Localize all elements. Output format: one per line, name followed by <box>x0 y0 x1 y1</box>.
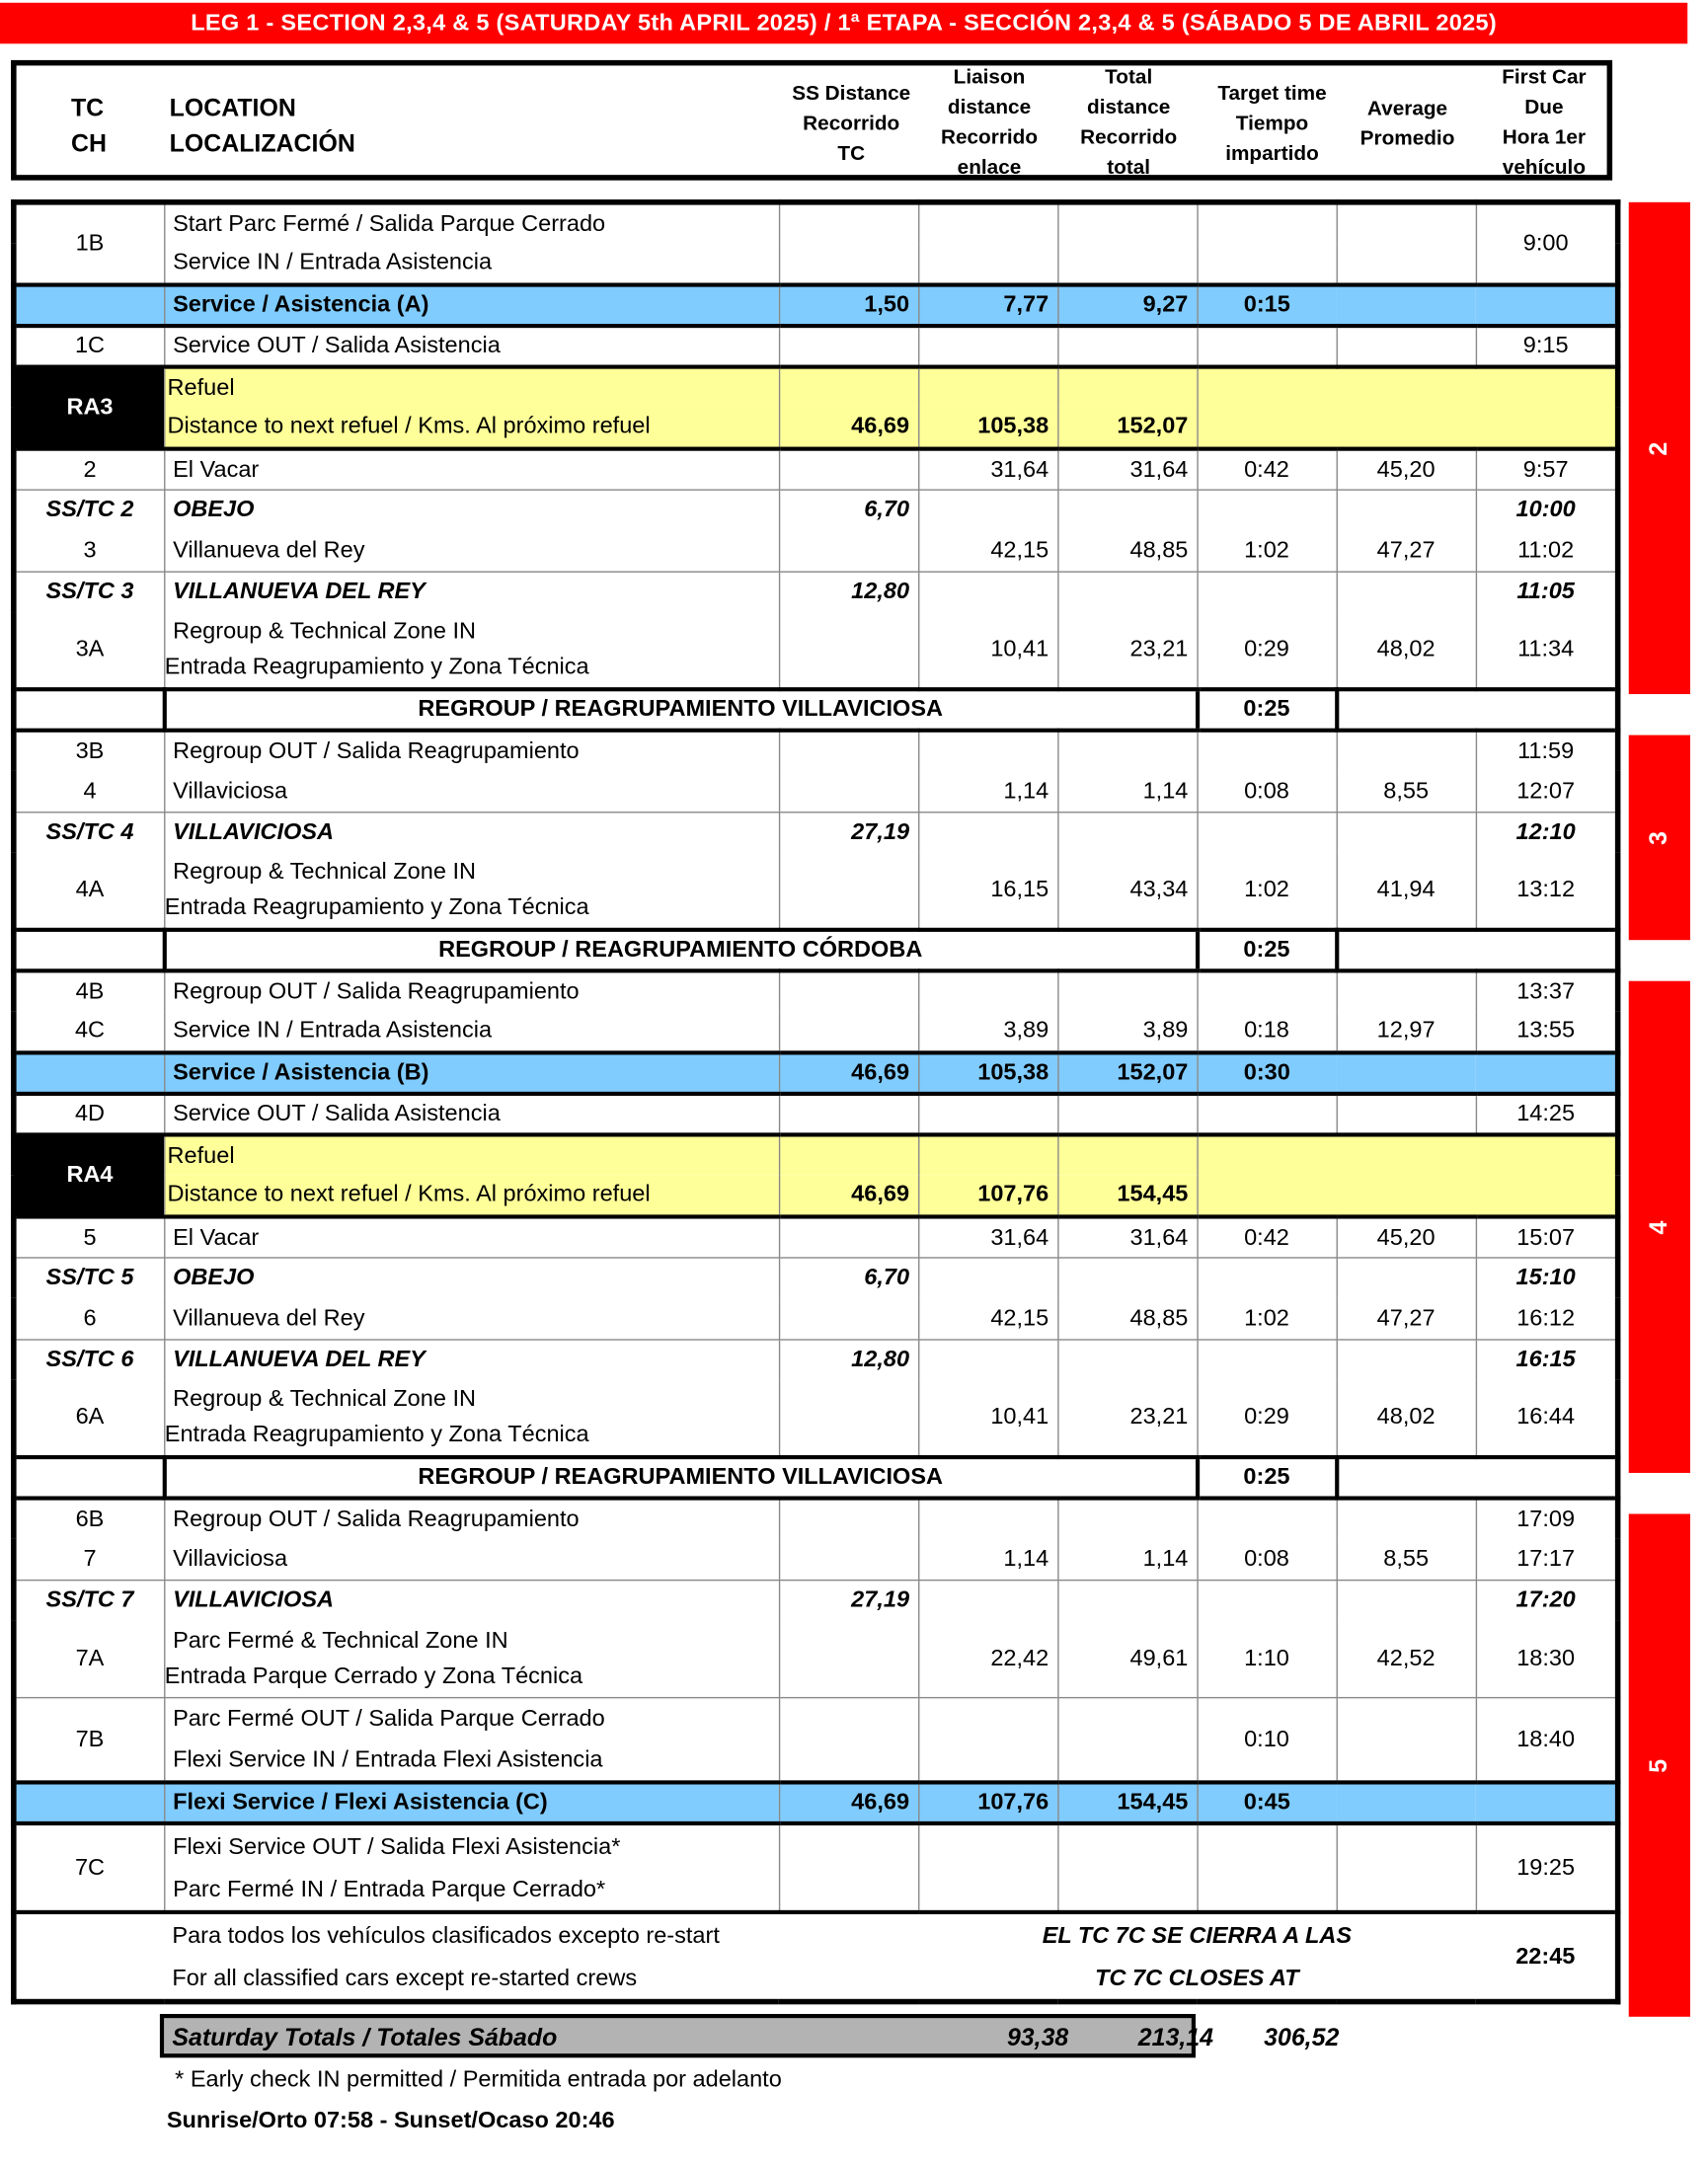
liaison-cell: 105,38 <box>918 1052 1057 1094</box>
tc-cell: 4D <box>14 1093 164 1134</box>
ss-cell: 6,70 <box>779 1257 918 1298</box>
header-total: Total distance Recorrido total <box>1080 65 1178 180</box>
first-car-cell: 11:34 <box>1476 612 1618 689</box>
table-row <box>14 530 1618 572</box>
liaison-cell: 16,15 <box>918 853 1057 930</box>
tc-cell: 5 <box>14 1216 164 1258</box>
tc-cell: 1C <box>14 325 164 366</box>
location-cell: Service IN / Entrada Asistencia <box>164 243 779 284</box>
first-car-cell: 9:15 <box>1476 325 1618 366</box>
refuel-tc-cell: RA4 <box>14 1134 164 1216</box>
average-cell: 42,52 <box>1337 1620 1476 1697</box>
closing-location: Para todos los vehículos clasificados excepto re-start For all classified cars except re-started crews <box>164 1911 918 2001</box>
stage-row <box>14 572 1618 613</box>
table-row <box>14 1298 1618 1340</box>
average-cell: 8,55 <box>1337 771 1476 812</box>
service-row <box>14 1782 1618 1823</box>
total-cell: 152,07 <box>1057 407 1197 448</box>
first-car-cell: 13:55 <box>1476 1011 1618 1052</box>
ss-cell: 46,69 <box>779 1782 918 1823</box>
header-liaison: Liaison distance Recorrido enlace <box>940 65 1039 180</box>
tc-cell: 6 <box>14 1298 164 1340</box>
location-cell: El Vacar <box>164 448 779 490</box>
closing-time: 22:45 <box>1476 1911 1618 2001</box>
first-car-cell: 11:59 <box>1476 730 1618 771</box>
total-cell: 9,27 <box>1057 284 1197 326</box>
ss-cell: 46,69 <box>779 407 918 448</box>
first-car-cell: 11:05 <box>1476 572 1618 613</box>
ss-cell: 27,19 <box>779 1580 918 1621</box>
tc-cell: 7A <box>14 1620 164 1697</box>
table-row <box>14 1822 1618 1911</box>
refuel-tc-cell: RA3 <box>14 366 164 448</box>
tc-cell: 6A <box>14 1380 164 1457</box>
average-cell: 47,27 <box>1337 1298 1476 1340</box>
first-car-cell: 12:10 <box>1476 812 1618 853</box>
location-cell: Regroup OUT / Salida Reagrupamiento <box>164 730 779 771</box>
refuel-row <box>14 1134 1618 1176</box>
location-cell: Refuel <box>164 1134 779 1176</box>
first-car-cell: 17:17 <box>1476 1538 1618 1580</box>
target-cell: 0:10 <box>1197 1697 1336 1782</box>
first-car-cell: 15:07 <box>1476 1216 1618 1258</box>
location-cell: Distance to next refuel / Kms. Al próximo refuel <box>164 407 779 448</box>
tc-cell: 7 <box>14 1538 164 1580</box>
regroup-row <box>14 689 1618 731</box>
tc-cell: 7B <box>14 1697 164 1782</box>
liaison-cell: 107,76 <box>918 1782 1057 1823</box>
ss-cell: 27,19 <box>779 812 918 853</box>
closing-row <box>14 1911 1618 2001</box>
target-cell: 0:30 <box>1197 1052 1336 1094</box>
regroup-row <box>14 929 1618 970</box>
service-row <box>14 284 1618 326</box>
location-cell: VILLANUEVA DEL REY <box>164 572 779 613</box>
header-localizacion: LOCALIZACIÓN <box>169 129 355 158</box>
liaison-cell: 3,89 <box>918 1011 1057 1052</box>
refuel-row <box>14 366 1618 408</box>
liaison-cell: 7,77 <box>918 284 1057 326</box>
table-row <box>14 325 1618 366</box>
average-cell: 8,55 <box>1337 1538 1476 1580</box>
location-cell: OBEJO <box>164 1257 779 1298</box>
table-row <box>14 1011 1618 1052</box>
location-cell: Parc Fermé & Technical Zone IN Entrada Parque Cerrado y Zona Técnica <box>164 1620 779 1697</box>
table-row <box>14 1697 1618 1782</box>
first-car-cell: 14:25 <box>1476 1093 1618 1134</box>
total-cell: 3,89 <box>1057 1011 1197 1052</box>
header-tc: TC <box>70 94 105 122</box>
target-cell: 0:08 <box>1197 1538 1336 1580</box>
total-cell: 43,34 <box>1057 853 1197 930</box>
tc-cell: SS/TC 5 <box>14 1257 164 1298</box>
totals-total: 306,52 <box>1264 2023 1340 2051</box>
first-car-cell: 16:44 <box>1476 1380 1618 1457</box>
tc-cell: 7C <box>14 1822 164 1911</box>
table-row <box>14 1620 1618 1697</box>
first-car-cell: 17:20 <box>1476 1580 1618 1621</box>
closing-note: EL TC 7C SE CIERRA A LAS TC 7C CLOSES AT <box>918 1911 1476 2001</box>
total-cell: 31,64 <box>1057 448 1197 490</box>
table-row <box>14 970 1618 1012</box>
table-row <box>14 1498 1618 1539</box>
header-first-car: First Car Due Hora 1er vehículo <box>1502 65 1587 180</box>
target-cell: 0:29 <box>1197 1380 1336 1457</box>
total-cell: 154,45 <box>1057 1782 1197 1823</box>
section-badge: 2 <box>1629 202 1690 694</box>
first-car-cell: 15:10 <box>1476 1257 1618 1298</box>
ss-cell: 46,69 <box>779 1052 918 1094</box>
total-cell: 154,45 <box>1057 1175 1197 1216</box>
service-row <box>14 1052 1618 1094</box>
liaison-cell: 31,64 <box>918 1216 1057 1258</box>
location-cell: Start Parc Fermé / Salida Parque Cerrado <box>164 202 779 244</box>
location-cell: Service IN / Entrada Asistencia <box>164 1011 779 1052</box>
ss-cell: 1,50 <box>779 284 918 326</box>
location-cell: Regroup & Technical Zone IN Entrada Reagrupamiento y Zona Técnica <box>164 853 779 930</box>
totals-label: Saturday Totals / Totales Sábado <box>172 2023 558 2051</box>
target-cell: 0:25 <box>1197 689 1336 731</box>
tc-cell: 6B <box>14 1498 164 1539</box>
tc-cell: 4 <box>14 771 164 812</box>
liaison-cell: 42,15 <box>918 530 1057 572</box>
average-cell: 45,20 <box>1337 1216 1476 1258</box>
total-cell: 1,14 <box>1057 771 1197 812</box>
first-car-cell: 16:15 <box>1476 1339 1618 1380</box>
average-cell: 41,94 <box>1337 853 1476 930</box>
tc-cell: SS/TC 3 <box>14 572 164 613</box>
total-cell: 152,07 <box>1057 1052 1197 1094</box>
location-cell: VILLAVICIOSA <box>164 1580 779 1621</box>
location-cell: Flexi Service OUT / Salida Flexi Asistencia* Parc Fermé IN / Entrada Parque Cerrado* <box>164 1822 779 1911</box>
location-cell: Villanueva del Rey <box>164 530 779 572</box>
location-cell: Parc Fermé OUT / Salida Parque Cerrado Flexi Service IN / Entrada Flexi Asistencia <box>164 1697 779 1782</box>
section-badge: 5 <box>1629 1513 1690 2016</box>
liaison-cell: 10,41 <box>918 612 1057 689</box>
target-cell: 1:02 <box>1197 1298 1336 1340</box>
location-cell: Service / Asistencia (B) <box>164 1052 779 1094</box>
footnote: * Early check IN permitted / Permitida entrada por adelanto <box>175 2065 782 2092</box>
location-cell: Regroup OUT / Salida Reagrupamiento <box>164 970 779 1012</box>
location-cell: OBEJO <box>164 489 779 530</box>
table-row <box>14 1380 1618 1457</box>
table-row <box>14 853 1618 930</box>
location-cell: Service OUT / Salida Asistencia <box>164 1093 779 1134</box>
liaison-cell: 107,76 <box>918 1175 1057 1216</box>
first-car-cell: 9:57 <box>1476 448 1618 490</box>
table-row <box>14 612 1618 689</box>
location-cell: Service / Asistencia (A) <box>164 284 779 326</box>
tc-cell: 4B <box>14 970 164 1012</box>
location-cell: Villanueva del Rey <box>164 1298 779 1340</box>
table-row <box>14 1093 1618 1134</box>
itinerary-table <box>11 199 1620 2004</box>
target-cell: 0:08 <box>1197 771 1336 812</box>
total-cell: 31,64 <box>1057 1216 1197 1258</box>
total-cell: 23,21 <box>1057 612 1197 689</box>
average-cell: 12,97 <box>1337 1011 1476 1052</box>
table-row <box>14 1216 1618 1258</box>
section-badge: 3 <box>1629 735 1690 941</box>
tc-cell: 3 <box>14 530 164 572</box>
liaison-cell: 105,38 <box>918 407 1057 448</box>
table-row <box>14 1538 1618 1580</box>
liaison-cell: 10,41 <box>918 1380 1057 1457</box>
page-title: LEG 1 - SECTION 2,3,4 & 5 (SATURDAY 5th APRIL 2025) / 1ª ETAPA - SECCIÓN 2,3,4 & 5 (SÁBADO 5 DE ABRIL 2025) <box>0 3 1687 44</box>
tc-cell: 4A <box>14 853 164 930</box>
header-location: LOCATION <box>169 94 296 122</box>
target-cell: 1:10 <box>1197 1620 1336 1697</box>
ss-cell: 6,70 <box>779 489 918 530</box>
target-cell: 0:15 <box>1197 284 1336 326</box>
ss-cell: 46,69 <box>779 1175 918 1216</box>
target-cell: 0:29 <box>1197 612 1336 689</box>
target-cell: 0:18 <box>1197 1011 1336 1052</box>
liaison-cell: 22,42 <box>918 1620 1057 1697</box>
average-cell: 47,27 <box>1337 530 1476 572</box>
location-cell: VILLANUEVA DEL REY <box>164 1339 779 1380</box>
totals-ss: 93,38 <box>1006 2023 1069 2051</box>
location-cell: Distance to next refuel / Kms. Al próximo refuel <box>164 1175 779 1216</box>
target-cell: 0:25 <box>1197 929 1336 970</box>
target-cell: 1:02 <box>1197 853 1336 930</box>
header-average: Average Promedio <box>1359 97 1455 151</box>
first-car-cell: 19:25 <box>1476 1822 1618 1911</box>
table-row <box>14 730 1618 771</box>
first-car-cell: 11:02 <box>1476 530 1618 572</box>
liaison-cell: 31,64 <box>918 448 1057 490</box>
stage-row <box>14 1339 1618 1380</box>
stage-row <box>14 812 1618 853</box>
location-cell: Regroup OUT / Salida Reagrupamiento <box>164 1498 779 1539</box>
ss-cell: 12,80 <box>779 572 918 613</box>
table-row <box>14 771 1618 812</box>
tc-cell: SS/TC 2 <box>14 489 164 530</box>
stage-row <box>14 1580 1618 1621</box>
table-row <box>14 448 1618 490</box>
location-cell: Regroup & Technical Zone IN Entrada Reagrupamiento y Zona Técnica <box>164 612 779 689</box>
regroup-label: REGROUP / REAGRUPAMIENTO VILLAVICIOSA <box>164 1456 1197 1498</box>
sun-times: Sunrise/Orto 07:58 - Sunset/Ocaso 20:46 <box>166 2107 615 2133</box>
first-car-cell: 9:00 <box>1476 202 1618 284</box>
liaison-cell: 1,14 <box>918 771 1057 812</box>
regroup-row <box>14 1456 1618 1498</box>
tc-cell: 3A <box>14 612 164 689</box>
stage-row <box>14 489 1618 530</box>
location-cell: Refuel <box>164 366 779 408</box>
saturday-totals <box>160 2014 1340 2057</box>
first-car-cell: 12:07 <box>1476 771 1618 812</box>
target-cell: 0:42 <box>1197 1216 1336 1258</box>
location-cell: Villaviciosa <box>164 771 779 812</box>
tc-cell: 2 <box>14 448 164 490</box>
tc-cell: SS/TC 7 <box>14 1580 164 1621</box>
first-car-cell: 18:30 <box>1476 1620 1618 1697</box>
total-cell: 49,61 <box>1057 1620 1197 1697</box>
first-car-cell: 13:12 <box>1476 853 1618 930</box>
location-cell: El Vacar <box>164 1216 779 1258</box>
tc-cell: SS/TC 6 <box>14 1339 164 1380</box>
total-cell: 48,85 <box>1057 530 1197 572</box>
tc-cell: 4C <box>14 1011 164 1052</box>
tc-cell: SS/TC 4 <box>14 812 164 853</box>
average-cell: 48,02 <box>1337 612 1476 689</box>
table-row <box>14 202 1618 244</box>
first-car-cell: 18:40 <box>1476 1697 1618 1782</box>
location-cell: Flexi Service / Flexi Asistencia (C) <box>164 1782 779 1823</box>
total-cell: 23,21 <box>1057 1380 1197 1457</box>
total-cell: 1,14 <box>1057 1538 1197 1580</box>
regroup-label: REGROUP / REAGRUPAMIENTO CÓRDOBA <box>164 929 1197 970</box>
section-badge: 4 <box>1629 981 1690 1473</box>
first-car-cell: 10:00 <box>1476 489 1618 530</box>
header-ss-distance: SS Distance Recorrido TC <box>792 82 911 166</box>
average-cell: 45,20 <box>1337 448 1476 490</box>
location-cell: Villaviciosa <box>164 1538 779 1580</box>
target-cell: 0:45 <box>1197 1782 1336 1823</box>
average-cell: 48,02 <box>1337 1380 1476 1457</box>
tc-cell: 3B <box>14 730 164 771</box>
liaison-cell: 42,15 <box>918 1298 1057 1340</box>
tc-cell: 1B <box>14 202 164 284</box>
stage-row <box>14 1257 1618 1298</box>
regroup-label: REGROUP / REAGRUPAMIENTO VILLAVICIOSA <box>164 689 1197 731</box>
header-target: Target time Tiempo impartido <box>1217 82 1327 166</box>
header-ch: CH <box>70 129 107 158</box>
ss-cell: 12,80 <box>779 1339 918 1380</box>
target-cell: 0:25 <box>1197 1456 1336 1498</box>
first-car-cell: 16:12 <box>1476 1298 1618 1340</box>
target-cell: 0:42 <box>1197 448 1336 490</box>
total-cell: 48,85 <box>1057 1298 1197 1340</box>
table-header <box>11 60 1612 181</box>
totals-liaison: 213,14 <box>1137 2023 1213 2051</box>
location-cell: VILLAVICIOSA <box>164 812 779 853</box>
target-cell: 1:02 <box>1197 530 1336 572</box>
location-cell: Service OUT / Salida Asistencia <box>164 325 779 366</box>
liaison-cell: 1,14 <box>918 1538 1057 1580</box>
first-car-cell: 13:37 <box>1476 970 1618 1012</box>
location-cell: Regroup & Technical Zone IN Entrada Reagrupamiento y Zona Técnica <box>164 1380 779 1457</box>
first-car-cell: 17:09 <box>1476 1498 1618 1539</box>
